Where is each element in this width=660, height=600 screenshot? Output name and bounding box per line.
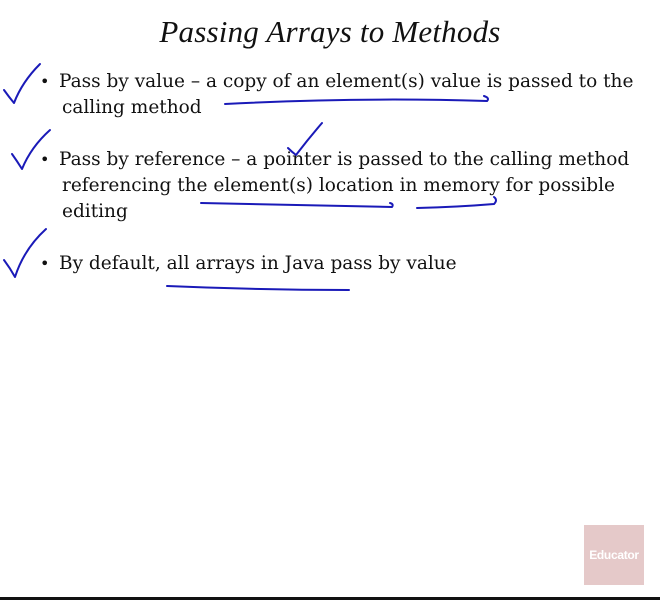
bullet-text-line: calling method xyxy=(62,97,202,118)
bullet-text-line: By default, all arrays in Java pass by value xyxy=(59,253,457,274)
slide-title: Passing Arrays to Methods xyxy=(159,14,501,49)
bullet-dot: • xyxy=(40,72,50,91)
bullet-text-line: Pass by value – a copy of an element(s) value is passed to the xyxy=(59,71,634,92)
bullet-item-pass-by-reference xyxy=(40,147,629,225)
educator-logo-text: Educator xyxy=(589,548,639,562)
bullet-item-default-pass-by-value xyxy=(40,251,457,277)
bullet-item-pass-by-value xyxy=(40,69,633,121)
bullet-text-line: Pass by reference – a pointer is passed to the calling method xyxy=(59,149,630,170)
underline-mark xyxy=(167,286,349,290)
checkmark-icon xyxy=(4,64,40,103)
bullet-dot: • xyxy=(40,254,50,273)
bullet-dot: • xyxy=(40,150,50,169)
educator-logo xyxy=(584,525,644,585)
bullet-text-line: editing xyxy=(62,201,128,222)
bullet-text-line: referencing the element(s) location in memory for possible xyxy=(62,175,615,196)
